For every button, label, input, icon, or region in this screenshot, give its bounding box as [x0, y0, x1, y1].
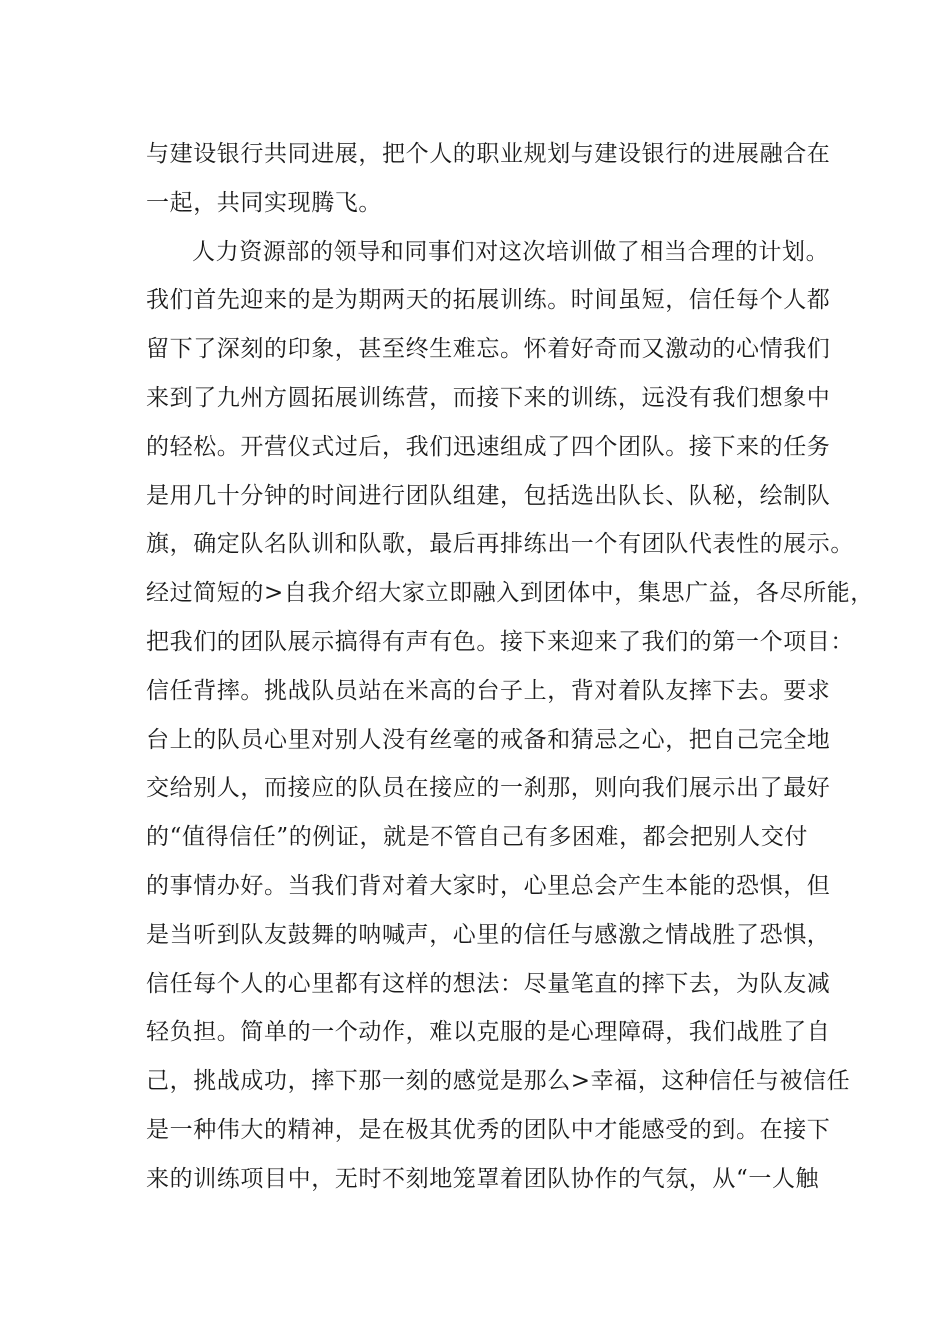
- text-line: 的事情办好。当我们背对着大家时，心里总会产生本能的恐惧，但: [146, 872, 831, 899]
- text-line: 我们首先迎来的是为期两天的拓展训练。时间虽短，信任每个人都: [146, 287, 831, 314]
- paragraph-2: [146, 228, 874, 1253]
- text-line: 把我们的团队展示搞得有声有色。接下来迎来了我们的第一个项目：: [146, 628, 854, 655]
- text-line: 的“值得信任”的例证，就是不管自己有多困难，都会把别人交付: [146, 824, 808, 851]
- text-line: 轻负担。简单的一个动作，难以克服的是心理障碍，我们战胜了自: [146, 1019, 831, 1046]
- text-line: 人力资源部的领导和同事们对这次培训做了相当合理的计划。: [192, 238, 830, 265]
- text-line: 留下了深刻的印象，甚至终生难忘。怀着好奇而又激动的心情我们: [146, 336, 831, 363]
- text-line: 是一种伟大的精神，是在极其优秀的团队中才能感受的到。在接下: [146, 1116, 831, 1143]
- text-line: 己，挑战成功，摔下那一刻的感觉是那么>幸福，这种信任与被信任: [146, 1068, 851, 1095]
- text-line: 信任背摔。挑战队员站在米高的台子上，背对着队友摔下去。要求: [146, 677, 831, 704]
- text-line: 是当听到队友鼓舞的呐喊声，心里的信任与感激之情战胜了恐惧，: [146, 921, 831, 948]
- text-line: 是用几十分钟的时间进行团队组建，包括选出队长、队秘，绘制队: [146, 482, 831, 509]
- body-text: [146, 130, 874, 1252]
- text-line: 来的训练项目中，无时不刻地笼罩着团队协作的气氛，从“一人触: [146, 1165, 820, 1192]
- text-line: [146, 1204, 826, 1253]
- text-line: 一起，共同实现腾飞。: [146, 189, 382, 216]
- text-line: 台上的队员心里对别人没有丝毫的戒备和猜忌之心，把自己完全地: [146, 726, 831, 753]
- text-line: 交给别人，而接应的队员在接应的一刹那，则向我们展示出了最好: [146, 775, 831, 802]
- text-line: 与建设银行共同进展，把个人的职业规划与建设银行的进展融合在: [146, 141, 831, 167]
- text-line: 的轻松。开营仪式过后，我们迅速组成了四个团队。接下来的任务: [146, 433, 831, 460]
- text-line: 旗，确定队名队训和队歌，最后再排练出一个有团队代表性的展示。: [146, 531, 854, 558]
- text-line: 信任每个人的心里都有这样的想法：尽量笔直的摔下去，为队友减: [146, 970, 831, 997]
- text-line: 来到了九州方圆拓展训练营，而接下来的训练，远没有我们想象中: [146, 384, 831, 411]
- paragraph-1: [146, 130, 831, 228]
- text-line: 经过简短的>自我介绍大家立即融入到团体中，集思广益，各尽所能，: [146, 580, 874, 607]
